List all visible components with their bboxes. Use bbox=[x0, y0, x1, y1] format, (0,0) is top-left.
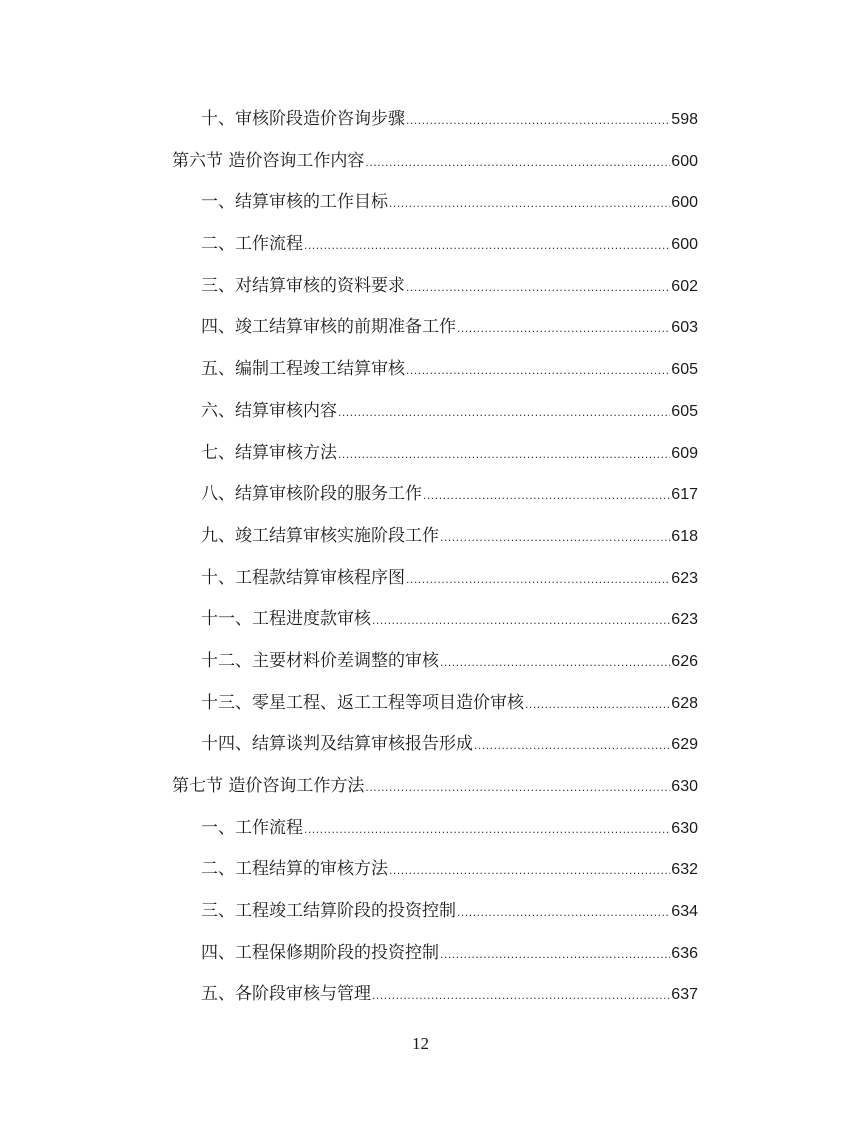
toc-entry-title: 九、竣工结算审核实施阶段工作 bbox=[201, 525, 439, 546]
toc-entry-page-number: 603 bbox=[671, 319, 698, 337]
toc-subsection-entry[interactable] bbox=[172, 391, 698, 433]
toc-subsection-entry[interactable] bbox=[172, 558, 698, 600]
toc-dot-leader bbox=[406, 350, 670, 392]
toc-entry-page-number: 600 bbox=[671, 236, 698, 254]
toc-subsection-entry[interactable] bbox=[172, 724, 698, 766]
toc-dot-leader bbox=[440, 517, 670, 559]
toc-entry-title: 第六节 造价咨询工作内容 bbox=[172, 150, 365, 171]
toc-entry-page-number: 600 bbox=[671, 152, 698, 170]
toc-entry-title: 四、竣工结算审核的前期准备工作 bbox=[201, 317, 456, 338]
toc-entry-page-number: 636 bbox=[671, 944, 698, 962]
toc-dot-leader bbox=[338, 434, 670, 476]
toc-entry-page-number: 637 bbox=[671, 986, 698, 1004]
toc-entry-title: 二、工作流程 bbox=[201, 234, 303, 255]
toc-entry-page-number: 623 bbox=[671, 569, 698, 587]
toc-dot-leader bbox=[389, 850, 670, 892]
toc-entry-title: 五、编制工程竣工结算审核 bbox=[201, 359, 405, 380]
toc-entry-title: 四、工程保修期阶段的投资控制 bbox=[201, 942, 439, 963]
toc-entry-page-number: 617 bbox=[671, 486, 698, 504]
toc-dot-leader bbox=[440, 934, 670, 976]
toc-dot-leader bbox=[372, 975, 670, 1017]
toc-subsection-entry[interactable] bbox=[172, 266, 698, 308]
toc-subsection-entry[interactable] bbox=[172, 224, 698, 266]
toc-dot-leader bbox=[338, 392, 670, 434]
toc-entry-page-number: 628 bbox=[671, 694, 698, 712]
toc-subsection-entry[interactable] bbox=[172, 307, 698, 349]
toc-subsection-entry[interactable] bbox=[172, 99, 698, 141]
toc-subsection-entry[interactable] bbox=[172, 599, 698, 641]
toc-entry-title: 十、工程款结算审核程序图 bbox=[201, 567, 405, 588]
toc-subsection-entry[interactable] bbox=[172, 182, 698, 224]
toc-entry-page-number: 605 bbox=[671, 361, 698, 379]
toc-entry-page-number: 623 bbox=[671, 611, 698, 629]
toc-entry-page-number: 630 bbox=[671, 819, 698, 837]
toc-entry-page-number: 632 bbox=[671, 861, 698, 879]
toc-subsection-entry[interactable] bbox=[172, 891, 698, 933]
toc-dot-leader bbox=[474, 725, 670, 767]
toc-dot-leader bbox=[365, 142, 670, 184]
toc-entry-title: 八、结算审核阶段的服务工作 bbox=[201, 484, 422, 505]
toc-entry-title: 第七节 造价咨询工作方法 bbox=[172, 776, 365, 796]
toc-entry-page-number: 600 bbox=[671, 194, 698, 212]
toc-dot-leader bbox=[304, 809, 670, 851]
toc-entry-title: 十四、结算谈判及结算审核报告形成 bbox=[201, 734, 473, 755]
toc-entry-page-number: 630 bbox=[671, 778, 698, 795]
toc-dot-leader bbox=[406, 100, 670, 142]
toc-dot-leader bbox=[389, 183, 670, 225]
toc-entry-title: 一、结算审核的工作目标 bbox=[201, 192, 388, 213]
toc-dot-leader bbox=[423, 475, 670, 517]
toc-entry-title: 十一、工程进度款审核 bbox=[201, 609, 371, 630]
toc-subsection-entry[interactable] bbox=[172, 349, 698, 391]
toc-entry-title: 十三、零星工程、返工工程等项目造价审核 bbox=[201, 692, 524, 713]
toc-dot-leader bbox=[406, 559, 670, 601]
toc-dot-leader bbox=[440, 642, 670, 684]
toc-dot-leader bbox=[406, 267, 670, 309]
toc-entry-page-number: 609 bbox=[671, 444, 698, 462]
toc-subsection-entry[interactable] bbox=[172, 974, 698, 1016]
toc-dot-leader bbox=[457, 892, 670, 934]
toc-entry-title: 十、审核阶段造价咨询步骤 bbox=[201, 109, 405, 129]
toc-subsection-entry[interactable] bbox=[172, 683, 698, 725]
toc-entry-page-number: 626 bbox=[671, 652, 698, 670]
toc-subsection-entry[interactable] bbox=[172, 808, 698, 850]
toc-subsection-entry[interactable] bbox=[172, 474, 698, 516]
toc-dot-leader bbox=[304, 225, 670, 267]
toc-entry-title: 一、工作流程 bbox=[201, 817, 303, 838]
toc-entry-title: 六、结算审核内容 bbox=[201, 400, 337, 421]
toc-dot-leader bbox=[525, 684, 670, 726]
toc-entry-title: 五、各阶段审核与管理 bbox=[201, 984, 371, 1005]
toc-entry-page-number: 602 bbox=[671, 277, 698, 295]
page-number: 12 bbox=[412, 1034, 429, 1053]
toc-entry-page-number: 618 bbox=[671, 527, 698, 545]
toc-dot-leader bbox=[372, 600, 670, 642]
toc-entry-title: 十二、主要材料价差调整的审核 bbox=[201, 650, 439, 671]
toc-subsection-entry[interactable] bbox=[172, 433, 698, 475]
table-of-contents bbox=[172, 99, 698, 1016]
toc-subsection-entry[interactable] bbox=[172, 933, 698, 975]
toc-subsection-entry[interactable] bbox=[172, 641, 698, 683]
toc-section-entry[interactable] bbox=[172, 141, 698, 183]
toc-entry-title: 二、工程结算的审核方法 bbox=[201, 859, 388, 880]
toc-entry-title: 三、工程竣工结算阶段的投资控制 bbox=[201, 901, 456, 922]
toc-dot-leader bbox=[457, 308, 670, 350]
toc-section-entry[interactable] bbox=[172, 766, 698, 808]
toc-dot-leader bbox=[365, 767, 670, 809]
toc-entry-page-number: 634 bbox=[671, 903, 698, 921]
toc-entry-page-number: 629 bbox=[671, 736, 698, 754]
toc-entry-title: 七、结算审核方法 bbox=[201, 442, 337, 463]
toc-subsection-entry[interactable] bbox=[172, 516, 698, 558]
toc-entry-page-number: 598 bbox=[671, 111, 698, 128]
toc-entry-page-number: 605 bbox=[671, 402, 698, 420]
toc-entry-title: 三、对结算审核的资料要求 bbox=[201, 275, 405, 296]
toc-subsection-entry[interactable] bbox=[172, 849, 698, 891]
